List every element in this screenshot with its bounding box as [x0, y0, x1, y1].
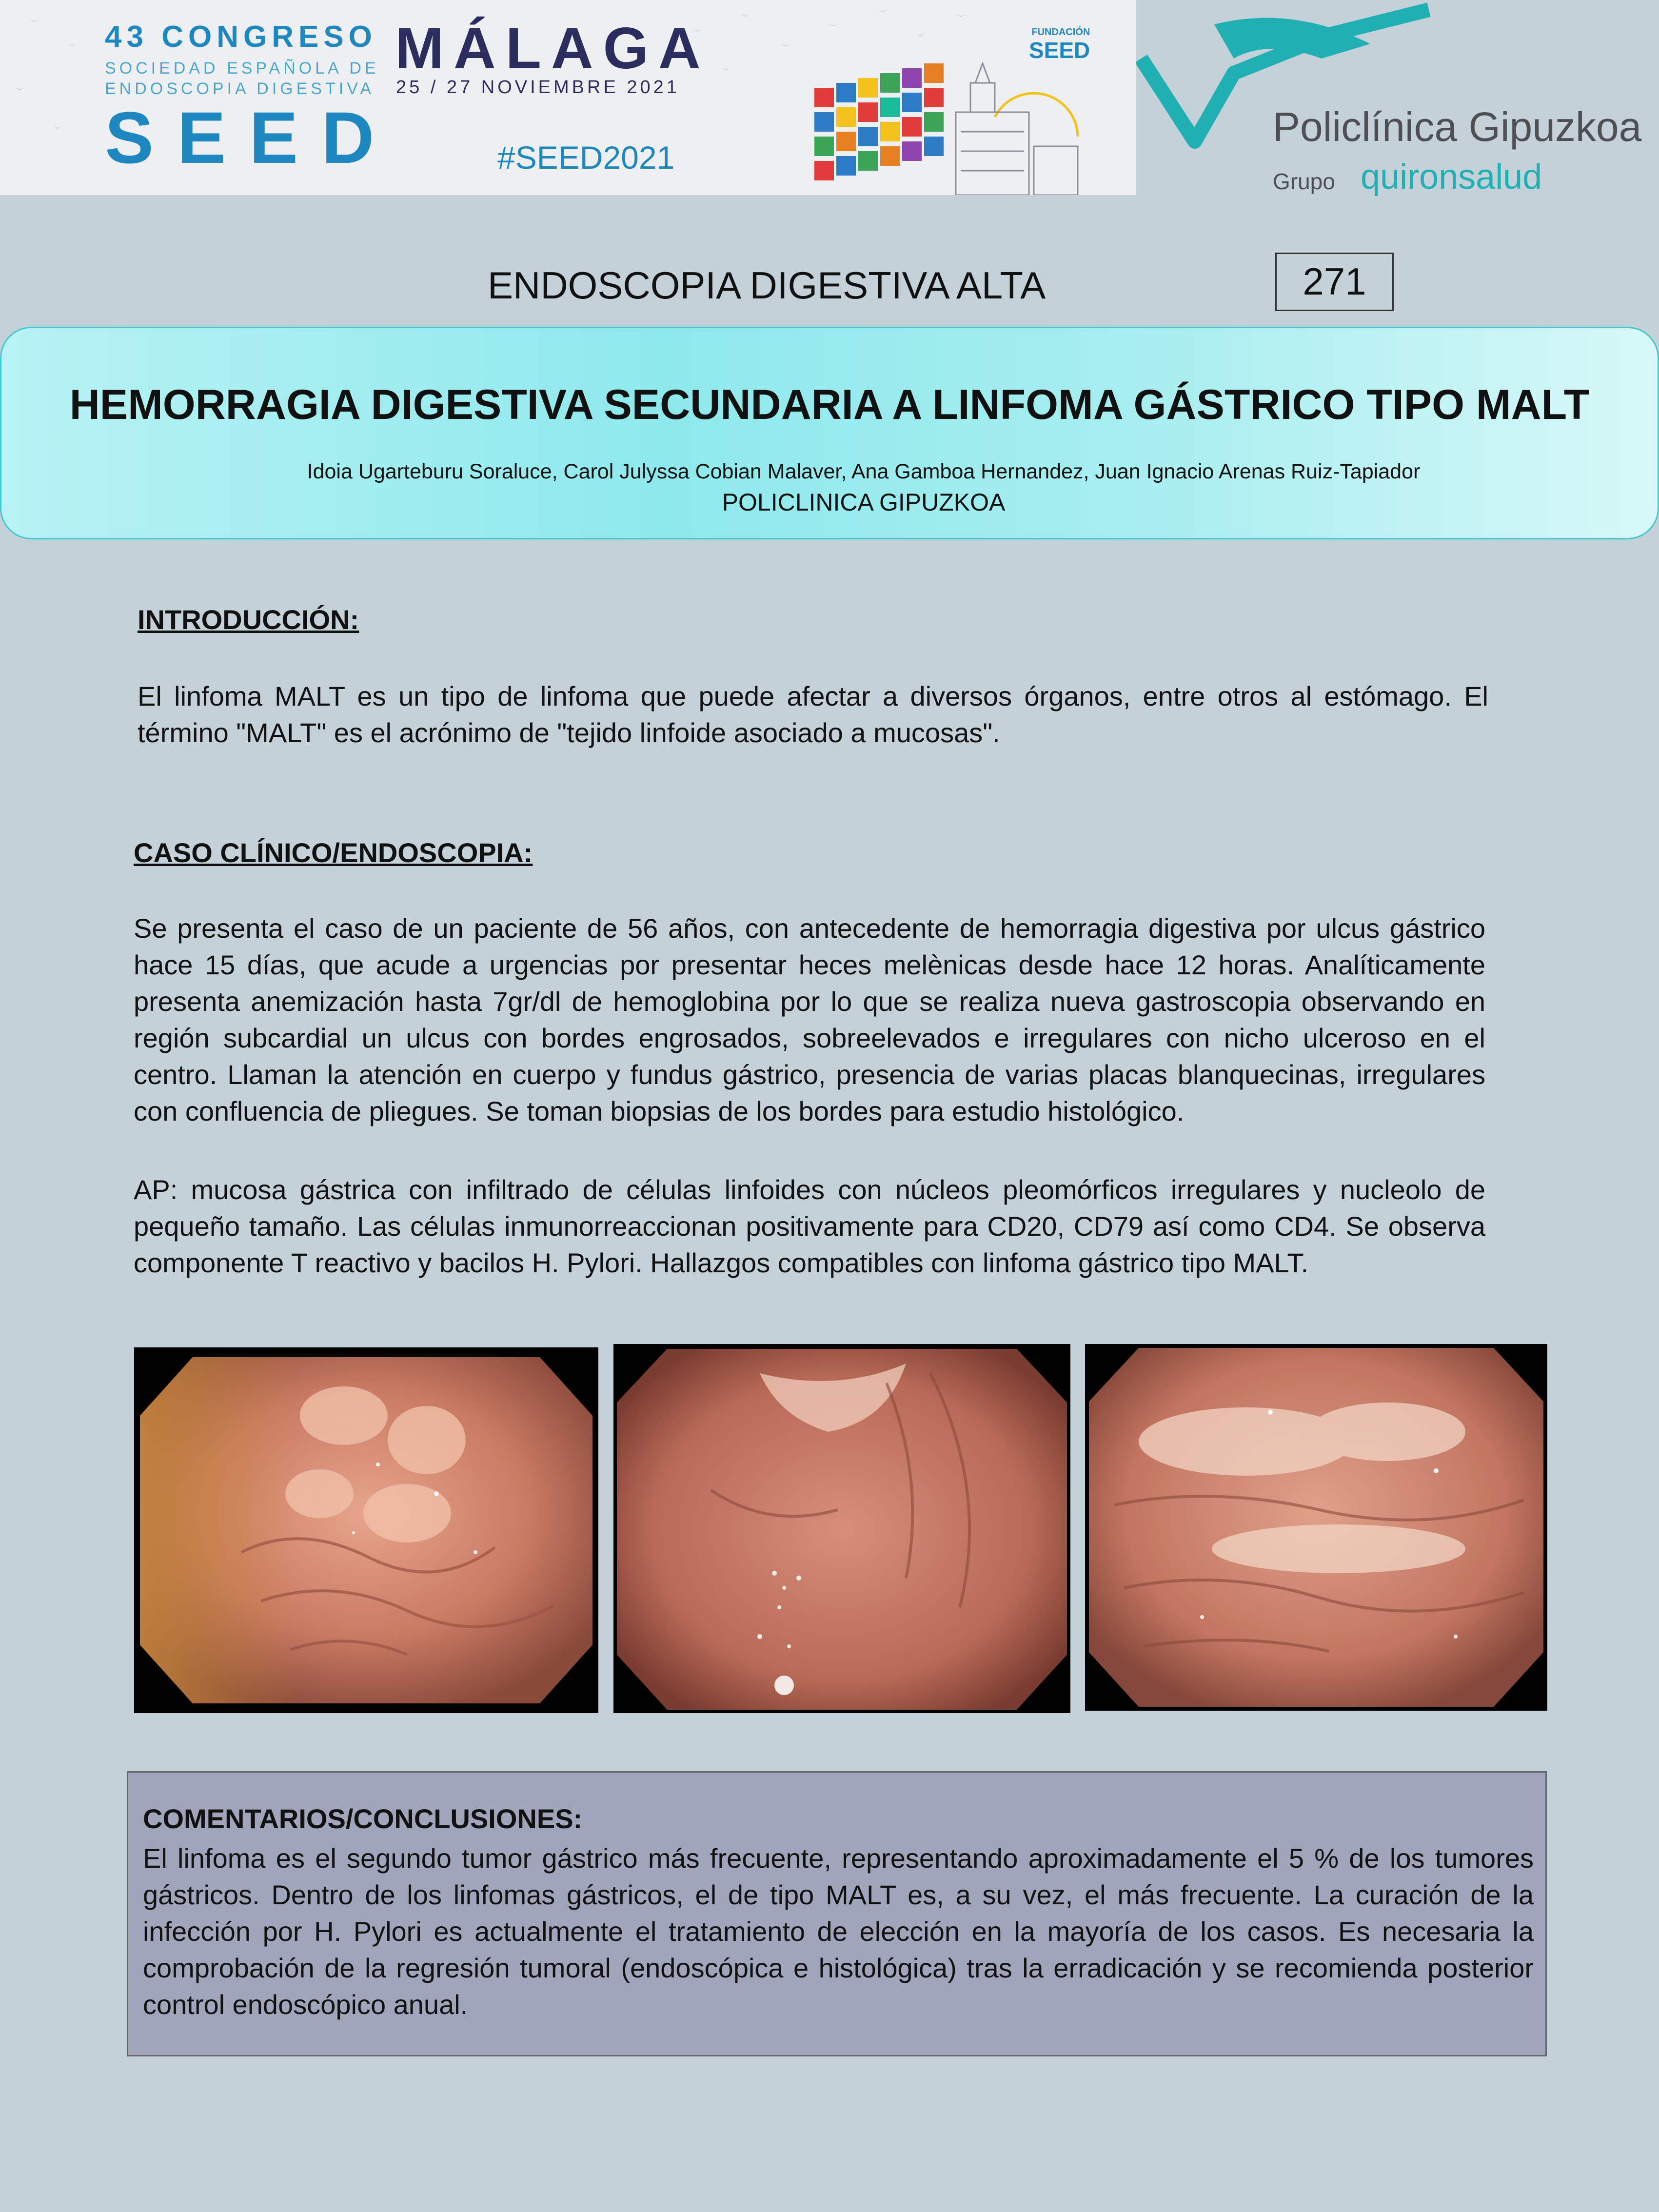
section-label: ENDOSCOPIA DIGESTIVA ALTA	[488, 264, 1046, 307]
case-heading: CASO CLÍNICO/ENDOSCOPIA:	[134, 837, 533, 868]
congress-dates: 25 / 27 NOVIEMBRE 2021	[396, 77, 680, 98]
congress-banner	[0, 0, 1136, 195]
endoscopy-image-3	[1085, 1344, 1547, 1711]
seed-logo	[105, 20, 398, 178]
conclusions-text: El linfoma es el segundo tumor gástrico más frecuente, representando aproximadamente el 5 % de los tumores gástricos. Dentro de los linfomas gástricos, el de tipo MALT es, a su vez, el más frecuente. La curación de la infección por H. Pylori es actualmente el tratamiento de elección en la mayoría de los casos. Es necesaria la comprobación de la regresión tumoral (endoscópica e histológica) tras la erradicación y se recomienda posterior control endoscópico anual.	[143, 1843, 1534, 2020]
intro-heading: INTRODUCCIÓN:	[138, 604, 359, 635]
grupo-name: quironsalud	[1361, 158, 1542, 197]
fundacion-label: FUNDACIÓN	[1031, 27, 1090, 38]
malaga-cityscape-illustration	[810, 54, 1083, 195]
fundacion-name: SEED	[1029, 38, 1090, 63]
sociedad-line-1: SOCIEDAD ESPAÑOLA DE	[105, 59, 379, 78]
title-banner	[0, 327, 1659, 539]
sociedad-line-2: ENDOSCOPIA DIGESTIVA	[105, 79, 375, 98]
congreso-label: 43 CONGRESO	[105, 20, 377, 54]
seed-wordmark: SEED	[105, 97, 398, 178]
hashtag: #SEED2021	[497, 139, 675, 176]
endoscopy-image-2	[613, 1344, 1070, 1713]
case-text-2: AP: mucosa gástrica con infiltrado de células linfoides con núcleos pleomórficos irregulares y nucleolo de pequeño tamaño. Las células inmunorreaccionan positivamente para CD20, CD79 así como CD4. Se observa componente T reactivo y bacilos H. Pylori. Hallazgos compatibles con linfoma gástrico tipo MALT.	[134, 1174, 1485, 1278]
authors: Idoia Ugarteburu Soraluce, Carol Julyssa Cobian Malaver, Ana Gamboa Hernandez, Juan Ignacio Arenas Ruiz-Tapiador	[307, 460, 1421, 483]
institution: POLICLINICA GIPUZKOA	[722, 489, 1006, 516]
hospital-name: Policlínica Gipuzkoa	[1273, 104, 1642, 150]
intro-text: El linfoma MALT es un tipo de linfoma que puede afectar a diversos órganos, entre otros al estómago. El término "MALT" es el acrónimo de "tejido linfoide asociado a mucosas".	[138, 681, 1488, 748]
conclusions-box	[127, 1771, 1547, 2056]
conclusions-heading: COMENTARIOS/CONCLUSIONES:	[143, 1803, 583, 1834]
poster-title: HEMORRAGIA DIGESTIVA SECUNDARIA A LINFOMA GÁSTRICO TIPO MALT	[69, 381, 1590, 428]
endoscopy-image-1	[134, 1347, 598, 1713]
grupo-label: Grupo	[1273, 169, 1335, 194]
poster-number: 271	[1275, 253, 1394, 311]
case-text-1: Se presenta el caso de un paciente de 56 años, con antecedente de hemorragia digestiva por ulcus gástrico hace 15 días, que acude a urgencias por presentar heces melènicas desde hace 12 horas. Analíticamente presenta anemización hasta 7gr/dl de hemoglobina por lo que se realiza nueva gastroscopia observando en región subcardial un ulcus con bordes engrosados, sobreelevados e irregulares con nicho ulceroso en el centro. Llaman la atención en cuerpo y fundus gástrico, presencia de varias placas blanquecinas, irregulares con confluencia de pliegues. Se toman biopsias de los bordes para estudio histológico.	[134, 913, 1485, 1126]
city-title: MÁLAGA	[395, 16, 711, 81]
